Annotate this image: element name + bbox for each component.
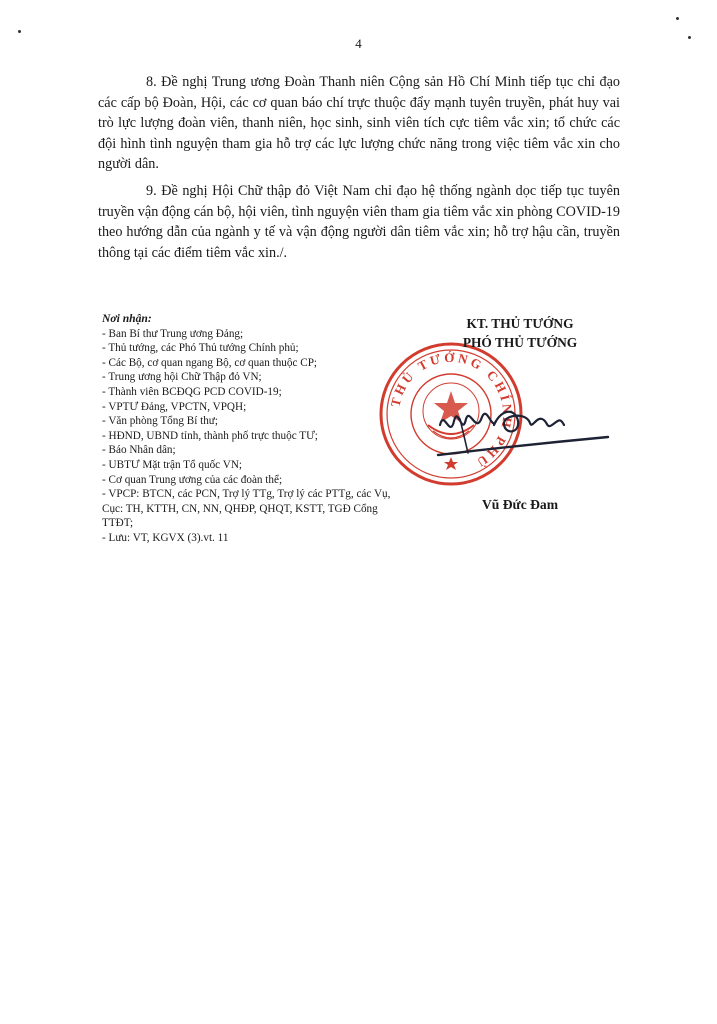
handwritten-signature-icon (432, 395, 612, 470)
recipient-item: - Ban Bí thư Trung ương Đảng; (102, 327, 244, 340)
paragraph-8: 8. Đề nghị Trung ương Đoàn Thanh niên Cộng sản Hồ Chí Minh tiếp tục chỉ đạo các cấp bộ Đoàn, Hội, các cơ quan báo chí trực thuộc đẩy mạnh tuyên truyền, phát huy vai trò lực lượng đoàn viên, thanh niên, học sinh, sinh viên tích cực tiêm vắc xin; tổ chức các đội hình tình nguyện tham gia hỗ trợ các lực lượng chức năng trong việc tiêm vắc xin cho người dân. (98, 74, 620, 172)
signature-authority: KT. THỦ TƯỚNG (466, 316, 574, 331)
recipients-list (102, 327, 392, 546)
recipient-item: - HĐND, UBND tỉnh, thành phố trực thuộc TƯ; (102, 429, 318, 442)
recipient-item: - Các Bộ, cơ quan ngang Bộ, cơ quan thuộc CP; (102, 356, 318, 369)
recipient-item: - UBTƯ Mặt trận Tổ quốc VN; (102, 458, 243, 471)
signature-position: PHÓ THỦ TƯỚNG (462, 335, 578, 350)
recipient-item: - VPCP: BTCN, các PCN, Trợ lý TTg, Trợ lý các PTTg, các Vụ, Cục: TH, KTTH, CN, NN, QHĐP, QHQT, KSTT, TGĐ Cổng TTĐT; (102, 488, 391, 530)
recipients-title: Nơi nhận: (102, 312, 152, 325)
recipient-item: - Báo Nhân dân; (102, 444, 176, 457)
recipient-item: - Thủ tướng, các Phó Thủ tướng Chính phủ; (102, 342, 299, 355)
signer-name: Vũ Đức Đam (481, 497, 559, 512)
scan-speck (688, 36, 691, 39)
scan-speck (18, 30, 21, 33)
recipients-block (102, 312, 392, 546)
recipient-item: - Lưu: VT, KGVX (3).vt. 11 (102, 531, 229, 544)
recipient-item: - Cơ quan Trung ương của các đoàn thể; (102, 473, 283, 486)
recipient-item: - Văn phòng Tổng Bí thư; (102, 415, 218, 428)
page-number: 4 (355, 36, 362, 51)
scan-speck (676, 17, 679, 20)
seal-text: THỦ TƯỚNG CHÍNH PHỦ (387, 349, 516, 472)
signature-title-block (420, 314, 620, 352)
recipient-item: - VPTƯ Đảng, VPCTN, VPQH; (102, 400, 247, 413)
recipient-item: - Trung ương hội Chữ Thập đỏ VN; (102, 371, 262, 384)
recipient-item: - Thành viên BCĐQG PCD COVID-19; (102, 385, 282, 398)
paragraph-9: 9. Đề nghị Hội Chữ thập đỏ Việt Nam chỉ đạo hệ thống ngành dọc tiếp tục tuyên truyền vận động cán bộ, hội viên, tình nguyện viên tham gia tiêm vắc xin phòng COVID-19 theo hướng dẫn của ngành y tế và vận động người dân tiêm vắc xin; hỗ trợ hậu cần, truyền thông tại các điểm tiêm vắc xin./. (98, 183, 620, 261)
